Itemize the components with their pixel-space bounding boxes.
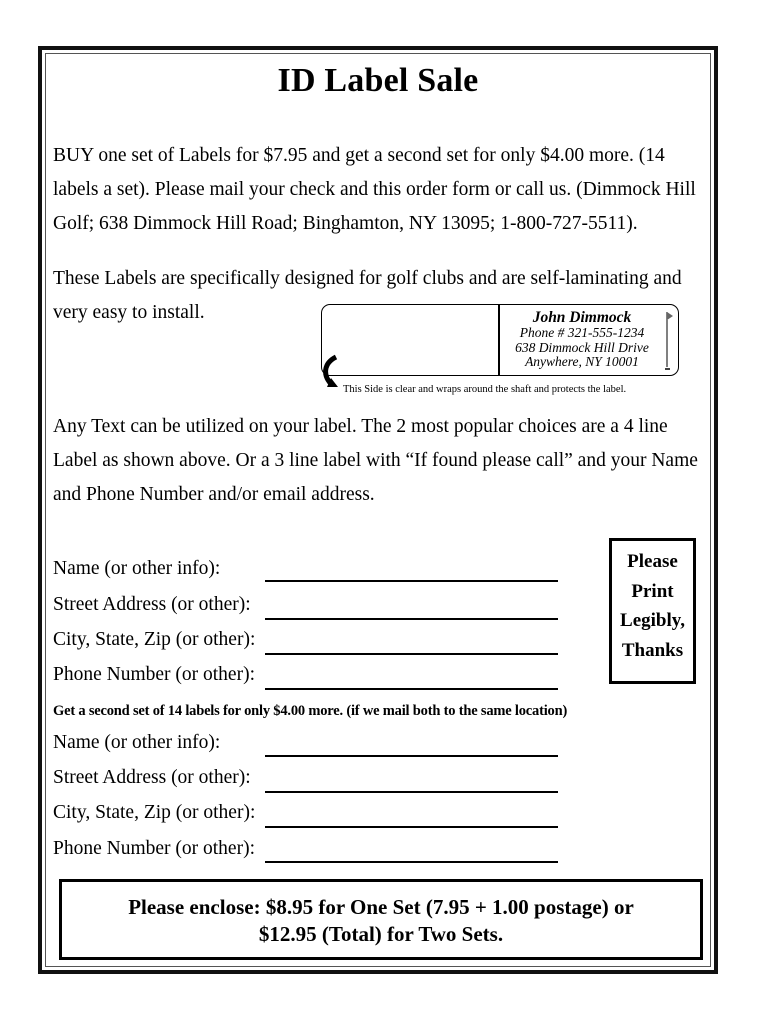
- description-paragraph: These Labels are specifically designed for golf clubs and are self-laminating and: [53, 268, 682, 289]
- second-city-field[interactable]: [265, 826, 558, 828]
- second-name-label: Name (or other info):: [53, 732, 221, 753]
- name-field[interactable]: [265, 580, 558, 582]
- city-label: City, State, Zip (or other):: [53, 629, 256, 650]
- description-tail: very easy to install.: [53, 302, 205, 323]
- golf-flag-icon: [664, 309, 674, 371]
- label-sample-name: John Dimmock: [532, 309, 632, 326]
- label-sample-address: 638 Dimmock Hill Drive: [515, 339, 649, 355]
- street-field[interactable]: [265, 618, 558, 620]
- second-set-note: Get a second set of 14 labels for only $4.00 more. (if we mail both to the same location): [53, 703, 568, 719]
- street-label: Street Address (or other):: [53, 594, 251, 615]
- print-legibly-box: [609, 538, 696, 684]
- print-note-line: Thanks: [621, 639, 684, 661]
- label-divider: [498, 305, 500, 375]
- label-caption: This Side is clear and wraps around the shaft and protects the label.: [343, 384, 627, 395]
- intro-paragraph: BUY one set of Labels for $7.95 and get a second set for only $4.00 more. (14 labels a set). Please mail your check and this order form or call us. (Dimmock Hill Golf; 638 Dimmock Hill Road; Binghamton, NY 13095; 1-800-727-5511).: [53, 145, 696, 234]
- wrap-arrow-icon: [318, 353, 344, 391]
- phone-label: Phone Number (or other):: [53, 664, 255, 685]
- text-options-paragraph: Any Text can be utilized on your label. The 2 most popular choices are a 4 line Label as shown above. Or a 3 line label with “If found please call” and your Name and Phone Number and/or email address.: [53, 416, 698, 505]
- payment-line-1: Please enclose: $8.95 for One Set (7.95 + 1.00 postage) or: [128, 895, 634, 919]
- payment-line-2: $12.95 (Total) for Two Sets.: [258, 922, 504, 946]
- label-sample-city: Anywhere, NY 10001: [525, 354, 639, 369]
- phone-field[interactable]: [265, 688, 558, 690]
- name-label: Name (or other info):: [53, 558, 221, 579]
- label-sample: [321, 304, 679, 376]
- second-phone-field[interactable]: [265, 861, 558, 863]
- print-note-line: Print: [631, 580, 674, 602]
- second-phone-label: Phone Number (or other):: [53, 838, 255, 859]
- print-note-line: Legibly,: [620, 610, 685, 631]
- print-note-line: Please: [627, 551, 678, 572]
- city-field[interactable]: [265, 653, 558, 655]
- second-city-label: City, State, Zip (or other):: [53, 802, 256, 823]
- second-street-field[interactable]: [265, 791, 558, 793]
- label-sample-phone: Phone # 321-555-1234: [519, 325, 645, 340]
- second-street-label: Street Address (or other):: [53, 767, 251, 788]
- page-title: ID Label Sale: [277, 62, 479, 99]
- second-name-field[interactable]: [265, 755, 558, 757]
- payment-box: [59, 879, 703, 960]
- label-sample-text: [502, 309, 662, 370]
